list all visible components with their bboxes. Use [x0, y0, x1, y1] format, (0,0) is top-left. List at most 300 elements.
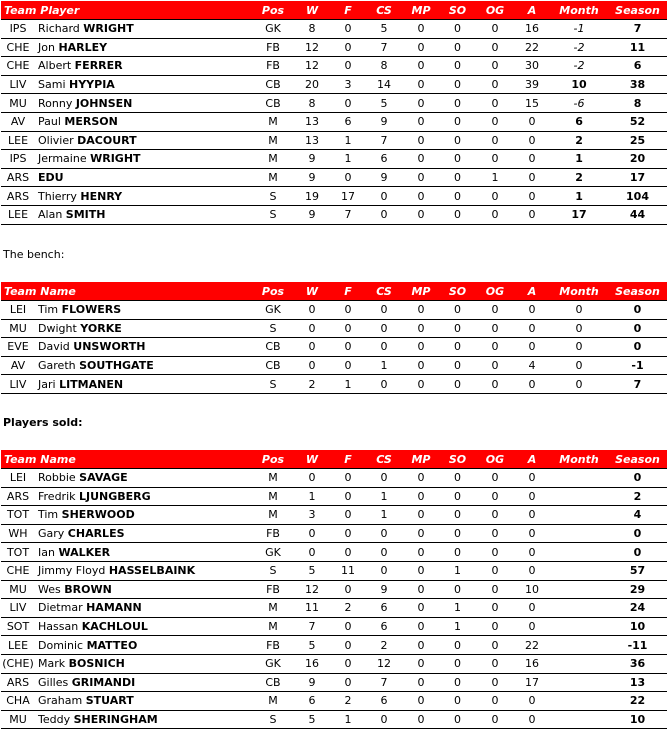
so-cell: 0: [439, 692, 476, 711]
team-cell: MU: [1, 319, 35, 338]
f-cell: 11: [331, 561, 365, 580]
cs-cell: 1: [365, 506, 403, 525]
header-mp: MP: [403, 282, 439, 301]
so-cell: 0: [439, 654, 476, 673]
player-name-cell: [35, 38, 253, 57]
cs-cell: 0: [365, 205, 403, 224]
so-cell: 0: [439, 20, 476, 39]
so-cell: 0: [439, 301, 476, 320]
cs-cell: 7: [365, 38, 403, 57]
bench-rows: [1, 301, 667, 394]
table-row: [1, 636, 667, 655]
w-cell: 9: [293, 673, 331, 692]
cs-cell: 0: [365, 319, 403, 338]
cs-cell: 0: [365, 301, 403, 320]
player-name-cell: [35, 580, 253, 599]
first-name: Jari: [38, 377, 56, 391]
so-cell: 0: [439, 710, 476, 729]
og-cell: 0: [476, 636, 514, 655]
cs-cell: 7: [365, 131, 403, 150]
table-row: [1, 673, 667, 692]
mp-cell: 0: [403, 57, 439, 76]
og-cell: 0: [476, 580, 514, 599]
mp-cell: 0: [403, 112, 439, 131]
f-cell: 0: [331, 38, 365, 57]
pos-cell: CB: [253, 673, 293, 692]
header-f: F: [331, 282, 365, 301]
mp-cell: 0: [403, 75, 439, 94]
w-cell: 9: [293, 150, 331, 169]
month-cell: [550, 506, 608, 525]
table-row: [1, 580, 667, 599]
w-cell: 0: [293, 543, 331, 562]
season-cell: 4: [608, 506, 667, 525]
cs-cell: 6: [365, 599, 403, 618]
bench-table: [1, 282, 667, 394]
player-name-cell: [35, 356, 253, 375]
player-name-cell: [35, 710, 253, 729]
month-cell: -6: [550, 94, 608, 113]
og-cell: 0: [476, 599, 514, 618]
surname: EDU: [38, 171, 64, 185]
table-row: [1, 506, 667, 525]
a-cell: 0: [514, 617, 550, 636]
header-team-player: Team Player: [1, 1, 253, 20]
player-name-cell: [35, 187, 253, 206]
mp-cell: 0: [403, 187, 439, 206]
og-cell: 1: [476, 168, 514, 187]
a-cell: 4: [514, 356, 550, 375]
og-cell: 0: [476, 20, 514, 39]
so-cell: 0: [439, 75, 476, 94]
mp-cell: 0: [403, 20, 439, 39]
starters-rows: [1, 20, 667, 225]
cs-cell: 8: [365, 57, 403, 76]
a-cell: 0: [514, 561, 550, 580]
f-cell: 0: [331, 580, 365, 599]
og-cell: 0: [476, 205, 514, 224]
table-row: [1, 375, 667, 394]
month-cell: 1: [550, 150, 608, 169]
team-cell: ARS: [1, 168, 35, 187]
month-cell: [550, 617, 608, 636]
header-so: SO: [439, 282, 476, 301]
cs-cell: 0: [365, 187, 403, 206]
mp-cell: 0: [403, 301, 439, 320]
player-name-cell: [35, 301, 253, 320]
pos-cell: CB: [253, 356, 293, 375]
header-so: SO: [439, 1, 476, 20]
a-cell: 0: [514, 168, 550, 187]
pos-cell: M: [253, 150, 293, 169]
mp-cell: 0: [403, 617, 439, 636]
table-row: [1, 38, 667, 57]
header-pos: Pos: [253, 450, 293, 469]
header-cs: CS: [365, 1, 403, 20]
f-cell: 0: [331, 654, 365, 673]
team-cell: (CHE): [1, 654, 35, 673]
surname: GRIMANDI: [71, 675, 136, 689]
table-row: [1, 205, 667, 224]
surname: UNSWORTH: [73, 340, 146, 354]
mp-cell: 0: [403, 487, 439, 506]
cs-cell: 0: [365, 469, 403, 488]
month-cell: 6: [550, 112, 608, 131]
a-cell: 0: [514, 319, 550, 338]
team-cell: ARS: [1, 487, 35, 506]
a-cell: 0: [514, 469, 550, 488]
player-name-cell: [35, 205, 253, 224]
sold-caption: Players sold:: [3, 416, 83, 429]
table-row: [1, 692, 667, 711]
cs-cell: 7: [365, 673, 403, 692]
a-cell: 0: [514, 301, 550, 320]
first-name: Fredrik: [38, 489, 76, 503]
cs-cell: 6: [365, 692, 403, 711]
pos-cell: S: [253, 375, 293, 394]
so-cell: 0: [439, 187, 476, 206]
player-name-cell: [35, 524, 253, 543]
season-cell: 10: [608, 710, 667, 729]
pos-cell: S: [253, 710, 293, 729]
first-name: Alan: [38, 208, 63, 222]
month-cell: 0: [550, 356, 608, 375]
month-cell: [550, 692, 608, 711]
header-cs: CS: [365, 282, 403, 301]
w-cell: 0: [293, 356, 331, 375]
table-row: [1, 524, 667, 543]
player-name-cell: [35, 636, 253, 655]
header-month: Month: [550, 450, 608, 469]
team-cell: AV: [1, 112, 35, 131]
month-cell: [550, 543, 608, 562]
so-cell: 1: [439, 561, 476, 580]
first-name: Jimmy Floyd: [38, 564, 106, 578]
a-cell: 17: [514, 673, 550, 692]
a-cell: 0: [514, 524, 550, 543]
og-cell: 0: [476, 710, 514, 729]
og-cell: 0: [476, 319, 514, 338]
first-name: Hassan: [38, 620, 79, 634]
sold-rows: [1, 469, 667, 729]
w-cell: 0: [293, 338, 331, 357]
header-f: F: [331, 1, 365, 20]
w-cell: 13: [293, 131, 331, 150]
mp-cell: 0: [403, 710, 439, 729]
surname: LJUNGBERG: [79, 489, 151, 503]
season-cell: 57: [608, 561, 667, 580]
team-cell: IPS: [1, 20, 35, 39]
a-cell: 0: [514, 692, 550, 711]
surname: KACHLOUL: [81, 620, 148, 634]
mp-cell: 0: [403, 692, 439, 711]
table-row: [1, 112, 667, 131]
month-cell: [550, 469, 608, 488]
og-cell: 0: [476, 94, 514, 113]
first-name: David: [38, 340, 70, 354]
f-cell: 0: [331, 301, 365, 320]
header-a: A: [514, 1, 550, 20]
a-cell: 0: [514, 487, 550, 506]
mp-cell: 0: [403, 338, 439, 357]
mp-cell: 0: [403, 673, 439, 692]
season-cell: 2: [608, 487, 667, 506]
og-cell: 0: [476, 187, 514, 206]
f-cell: 2: [331, 599, 365, 618]
team-cell: TOT: [1, 543, 35, 562]
first-name: Albert: [38, 59, 72, 73]
first-name: Ian: [38, 545, 55, 559]
surname: HAMANN: [86, 601, 142, 615]
table-row: [1, 168, 667, 187]
header-pos: Pos: [253, 1, 293, 20]
team-cell: CHE: [1, 57, 35, 76]
header-f: F: [331, 450, 365, 469]
table-row: [1, 487, 667, 506]
surname: SHERWOOD: [61, 508, 135, 522]
month-cell: -2: [550, 38, 608, 57]
first-name: Tim: [38, 508, 59, 522]
mp-cell: 0: [403, 356, 439, 375]
w-cell: 1: [293, 487, 331, 506]
first-name: Ronny: [38, 96, 73, 110]
f-cell: 0: [331, 487, 365, 506]
season-cell: 104: [608, 187, 667, 206]
w-cell: 5: [293, 561, 331, 580]
mp-cell: 0: [403, 469, 439, 488]
season-cell: 36: [608, 654, 667, 673]
first-name: Jermaine: [38, 152, 87, 166]
team-cell: LIV: [1, 599, 35, 618]
pos-cell: S: [253, 561, 293, 580]
first-name: Richard: [38, 22, 80, 36]
table-row: [1, 94, 667, 113]
a-cell: 0: [514, 599, 550, 618]
og-cell: 0: [476, 617, 514, 636]
first-name: Dietmar: [38, 601, 83, 615]
month-cell: 1: [550, 187, 608, 206]
cs-cell: 0: [365, 543, 403, 562]
player-name-cell: [35, 150, 253, 169]
player-name-cell: [35, 20, 253, 39]
og-cell: 0: [476, 524, 514, 543]
og-cell: 0: [476, 692, 514, 711]
player-name-cell: [35, 375, 253, 394]
team-cell: LEE: [1, 205, 35, 224]
pos-cell: M: [253, 692, 293, 711]
header-og: OG: [476, 450, 514, 469]
header-team-name: Team Name: [1, 450, 253, 469]
season-cell: 13: [608, 673, 667, 692]
og-cell: 0: [476, 506, 514, 525]
f-cell: 1: [331, 131, 365, 150]
w-cell: 9: [293, 168, 331, 187]
player-name-cell: [35, 338, 253, 357]
so-cell: 0: [439, 543, 476, 562]
header-season: Season: [608, 282, 667, 301]
season-cell: 8: [608, 94, 667, 113]
month-cell: 2: [550, 168, 608, 187]
surname: SMITH: [65, 208, 106, 222]
mp-cell: 0: [403, 205, 439, 224]
month-cell: [550, 561, 608, 580]
f-cell: 7: [331, 205, 365, 224]
og-cell: 0: [476, 338, 514, 357]
cs-cell: 6: [365, 617, 403, 636]
mp-cell: 0: [403, 561, 439, 580]
mp-cell: 0: [403, 654, 439, 673]
season-cell: -1: [608, 356, 667, 375]
mp-cell: 0: [403, 580, 439, 599]
starters-table: [1, 1, 667, 225]
table-row: [1, 57, 667, 76]
w-cell: 12: [293, 38, 331, 57]
surname: FLOWERS: [61, 303, 122, 317]
cs-cell: 2: [365, 636, 403, 655]
player-name-cell: [35, 617, 253, 636]
team-cell: MU: [1, 710, 35, 729]
season-cell: 25: [608, 131, 667, 150]
team-cell: CHE: [1, 561, 35, 580]
a-cell: 0: [514, 131, 550, 150]
mp-cell: 0: [403, 168, 439, 187]
table-row: [1, 543, 667, 562]
month-cell: 0: [550, 319, 608, 338]
og-cell: 0: [476, 673, 514, 692]
header-so: SO: [439, 450, 476, 469]
surname: MATTEO: [86, 638, 138, 652]
player-name-cell: [35, 543, 253, 562]
og-cell: 0: [476, 487, 514, 506]
player-name-cell: [35, 599, 253, 618]
table-row: [1, 75, 667, 94]
so-cell: 0: [439, 131, 476, 150]
season-cell: 52: [608, 112, 667, 131]
team-cell: LIV: [1, 375, 35, 394]
mp-cell: 0: [403, 524, 439, 543]
header-mp: MP: [403, 1, 439, 20]
table-row: [1, 301, 667, 320]
a-cell: 0: [514, 710, 550, 729]
f-cell: 0: [331, 94, 365, 113]
table-row: [1, 356, 667, 375]
season-cell: 17: [608, 168, 667, 187]
og-cell: 0: [476, 375, 514, 394]
cs-cell: 14: [365, 75, 403, 94]
surname: DACOURT: [77, 133, 137, 147]
f-cell: 1: [331, 710, 365, 729]
pos-cell: S: [253, 319, 293, 338]
pos-cell: M: [253, 506, 293, 525]
team-cell: MU: [1, 94, 35, 113]
table-row: [1, 561, 667, 580]
so-cell: 0: [439, 338, 476, 357]
pos-cell: M: [253, 469, 293, 488]
pos-cell: GK: [253, 654, 293, 673]
header-season: Season: [608, 450, 667, 469]
first-name: Thierry: [38, 189, 77, 203]
og-cell: 0: [476, 301, 514, 320]
surname: FERRER: [74, 59, 123, 73]
pos-cell: S: [253, 187, 293, 206]
player-name-cell: [35, 654, 253, 673]
player-name-cell: [35, 506, 253, 525]
mp-cell: 0: [403, 636, 439, 655]
so-cell: 0: [439, 524, 476, 543]
og-cell: 0: [476, 131, 514, 150]
surname: HARLEY: [58, 40, 108, 54]
surname: HASSELBAINK: [108, 564, 196, 578]
w-cell: 0: [293, 301, 331, 320]
f-cell: 0: [331, 543, 365, 562]
table-header-row: [1, 282, 667, 301]
team-cell: LIV: [1, 75, 35, 94]
header-month: Month: [550, 1, 608, 20]
a-cell: 39: [514, 75, 550, 94]
first-name: Paul: [38, 115, 61, 129]
table-row: [1, 599, 667, 618]
w-cell: 5: [293, 636, 331, 655]
team-cell: CHE: [1, 38, 35, 57]
w-cell: 8: [293, 94, 331, 113]
team-cell: ARS: [1, 187, 35, 206]
so-cell: 1: [439, 599, 476, 618]
f-cell: 0: [331, 168, 365, 187]
w-cell: 12: [293, 57, 331, 76]
so-cell: 0: [439, 94, 476, 113]
so-cell: 0: [439, 168, 476, 187]
w-cell: 7: [293, 617, 331, 636]
season-cell: 0: [608, 301, 667, 320]
cs-cell: 6: [365, 150, 403, 169]
player-name-cell: [35, 469, 253, 488]
cs-cell: 1: [365, 356, 403, 375]
table-row: [1, 150, 667, 169]
team-cell: CHA: [1, 692, 35, 711]
f-cell: 0: [331, 636, 365, 655]
first-name: Sami: [38, 78, 66, 92]
f-cell: 17: [331, 187, 365, 206]
surname: HENRY: [80, 189, 123, 203]
season-cell: 7: [608, 375, 667, 394]
header-team-name: Team Name: [1, 282, 253, 301]
pos-cell: M: [253, 617, 293, 636]
pos-cell: M: [253, 131, 293, 150]
mp-cell: 0: [403, 94, 439, 113]
player-name-cell: [35, 94, 253, 113]
surname: SAVAGE: [79, 471, 128, 485]
header-cs: CS: [365, 450, 403, 469]
header-a: A: [514, 450, 550, 469]
player-name-cell: [35, 561, 253, 580]
a-cell: 0: [514, 205, 550, 224]
month-cell: 0: [550, 338, 608, 357]
cs-cell: 0: [365, 338, 403, 357]
f-cell: 2: [331, 692, 365, 711]
player-name-cell: [35, 692, 253, 711]
season-cell: 0: [608, 319, 667, 338]
so-cell: 0: [439, 112, 476, 131]
w-cell: 20: [293, 75, 331, 94]
pos-cell: M: [253, 599, 293, 618]
w-cell: 12: [293, 580, 331, 599]
cs-cell: 1: [365, 487, 403, 506]
month-cell: [550, 599, 608, 618]
pos-cell: FB: [253, 580, 293, 599]
player-name-cell: [35, 75, 253, 94]
header-pos: Pos: [253, 282, 293, 301]
so-cell: 0: [439, 205, 476, 224]
